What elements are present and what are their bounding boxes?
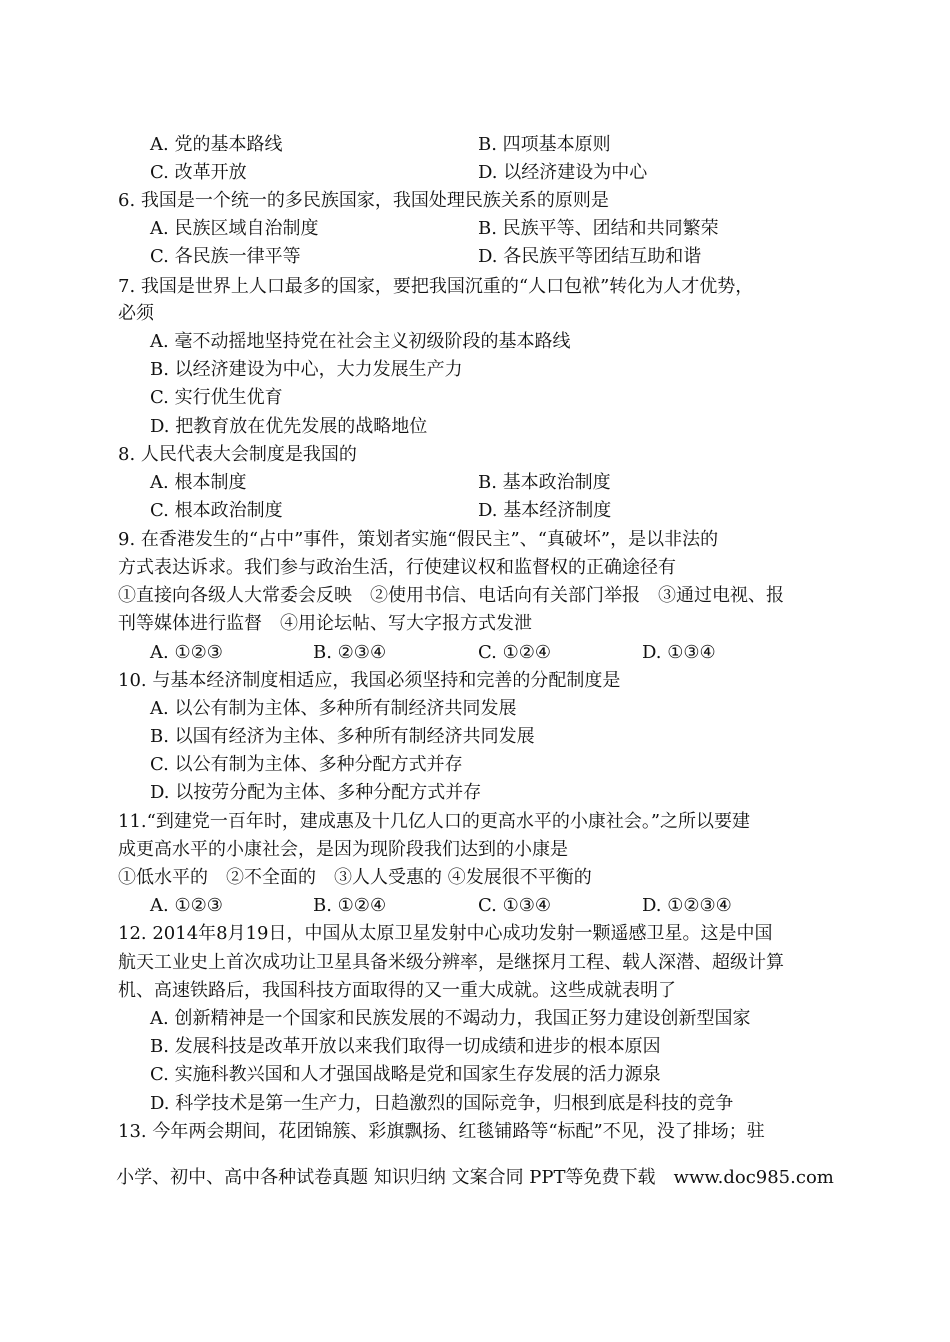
q6-option-a: A. 民族区域自治制度 [150,218,319,239]
q9-stem-line1: 9. 在香港发生的“占中”事件，策划者实施“假民主”、“真破坏”，是以非法的 [118,529,719,550]
q12-option-d: D. 科学技术是第一生产力，日趋激烈的国际竞争，归根到底是科技的竞争 [150,1093,734,1114]
q9-option-a: A. ①②③ [150,642,223,663]
q11-option-d: D. ①②③④ [642,895,732,916]
page-footer: 小学、初中、高中各种试卷真题 知识归纳 文案合同 PPT等免费下载 www.doc985.com [116,1167,834,1188]
q6-stem: 6. 我国是一个统一的多民族国家，我国处理民族关系的原则是 [118,190,609,211]
q12-stem-line1: 12. 2014年8月19日，中国从太原卫星发射中心成功发射一颗遥感卫星。这是中国 [118,923,773,944]
q11-items: ①低水平的 ②不全面的 ③人人受惠的 ④发展很不平衡的 [118,867,592,888]
q9-stem-line2: 方式表达诉求。我们参与政治生活，行使建议权和监督权的正确途径有 [118,557,676,578]
q5-option-b: B. 四项基本原则 [478,134,611,155]
q11-option-b: B. ①②④ [313,895,387,916]
q12-stem-line2: 航天工业史上首次成功让卫星具备米级分辨率，是继探月工程、载人深潜、超级计算 [118,952,784,973]
q10-stem: 10. 与基本经济制度相适应，我国必须坚持和完善的分配制度是 [118,670,621,691]
q11-stem-line1: 11.“到建党一百年时，建成惠及十几亿人口的更高水平的小康社会。”之所以要建 [118,811,751,832]
q11-option-a: A. ①②③ [150,895,223,916]
q9-option-d: D. ①③④ [642,642,716,663]
q5-option-c: C. 改革开放 [150,162,247,183]
q8-stem: 8. 人民代表大会制度是我国的 [118,444,357,465]
q7-option-b: B. 以经济建设为中心，大力发展生产力 [150,359,463,380]
q6-option-c: C. 各民族一律平等 [150,246,301,267]
q5-option-d: D. 以经济建设为中心 [478,162,648,183]
q13-stem-line1: 13. 今年两会期间，花团锦簇、彩旗飘扬、红毯铺路等“标配”不见，没了排场；驻 [118,1121,765,1142]
q8-option-b: B. 基本政治制度 [478,472,611,493]
q8-option-d: D. 基本经济制度 [478,500,612,521]
q10-option-b: B. 以国有经济为主体、多种所有制经济共同发展 [150,726,535,747]
q7-option-a: A. 毫不动摇地坚持党在社会主义初级阶段的基本路线 [150,331,571,352]
q9-items-line2: 刊等媒体进行监督 ④用论坛帖、写大字报方式发泄 [118,613,532,634]
q12-option-b: B. 发展科技是改革开放以来我们取得一切成绩和进步的根本原因 [150,1036,661,1057]
q9-option-c: C. ①②④ [478,642,551,663]
q9-items-line1: ①直接向各级人大常委会反映 ②使用书信、电话向有关部门举报 ③通过电视、报 [118,585,784,606]
q10-option-a: A. 以公有制为主体、多种所有制经济共同发展 [150,698,517,719]
q8-option-c: C. 根本政治制度 [150,500,283,521]
q12-option-a: A. 创新精神是一个国家和民族发展的不竭动力，我国正努力建设创新型国家 [150,1008,751,1029]
q12-stem-line3: 机、高速铁路后，我国科技方面取得的又一重大成就。这些成就表明了 [118,980,676,1001]
q6-option-d: D. 各民族平等团结互助和谐 [478,246,702,267]
q8-option-a: A. 根本制度 [150,472,247,493]
q10-option-c: C. 以公有制为主体、多种分配方式并存 [150,754,463,775]
q9-option-b: B. ②③④ [313,642,387,663]
q11-stem-line2: 成更高水平的小康社会，是因为现阶段我们达到的小康是 [118,839,568,860]
q7-stem-line1: 7. 我国是世界上人口最多的国家，要把我国沉重的“人口包袱”转化为人才优势， [118,276,754,297]
q10-option-d: D. 以按劳分配为主体、多种分配方式并存 [150,782,482,803]
q7-stem-line2: 必须 [118,303,154,324]
q6-option-b: B. 民族平等、团结和共同繁荣 [478,218,719,239]
q7-option-d: D. 把教育放在优先发展的战略地位 [150,416,428,437]
q11-option-c: C. ①③④ [478,895,551,916]
q12-option-c: C. 实施科教兴国和人才强国战略是党和国家生存发展的活力源泉 [150,1064,661,1085]
q7-option-c: C. 实行优生优育 [150,387,283,408]
q5-option-a: A. 党的基本路线 [150,134,283,155]
